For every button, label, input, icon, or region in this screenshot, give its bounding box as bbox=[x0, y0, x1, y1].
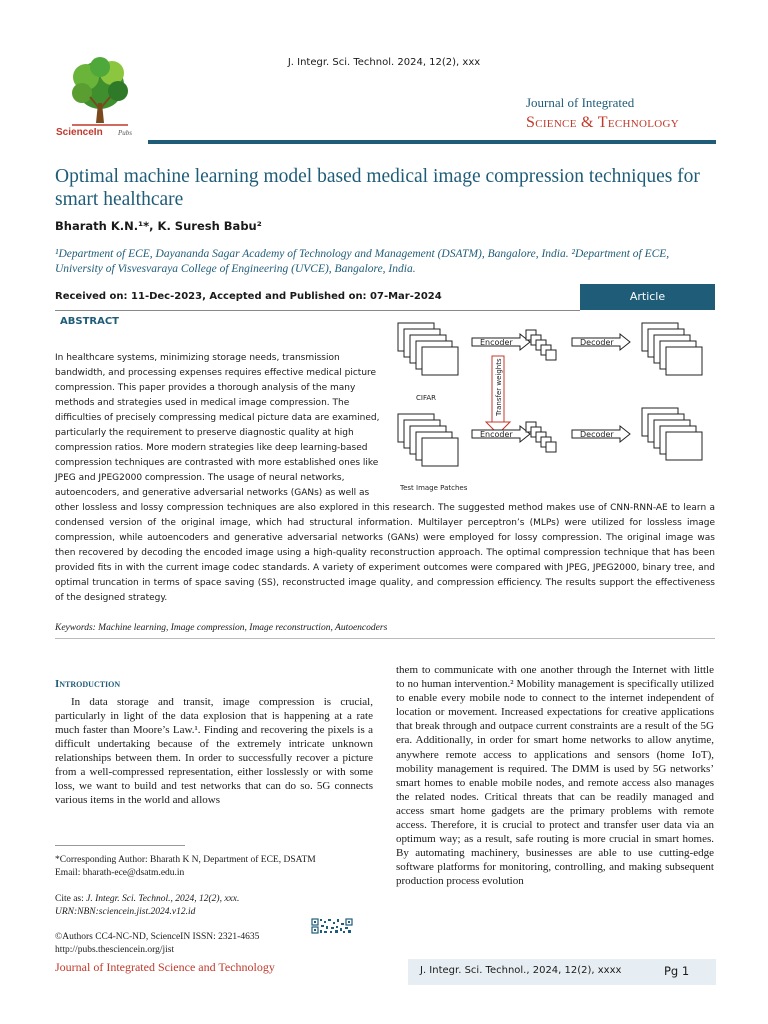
svg-text:CIFAR: CIFAR bbox=[416, 394, 436, 402]
svg-text:Decoder: Decoder bbox=[580, 338, 614, 347]
abstract-body bbox=[55, 351, 715, 606]
affiliations: ¹Department of ECE, Dayananda Sagar Academy of Technology and Management (DSATM), Bangalore, India. ²Department of ECE, University of Visvesvaraya College of Engineering (UVCE), Bangalore, India. bbox=[55, 248, 670, 275]
sciencein-logo bbox=[52, 53, 148, 143]
corresponding-author-note bbox=[55, 854, 373, 879]
running-header-citation: J. Integr. Sci. Technol. 2024, 12(2), xxx bbox=[287, 57, 481, 68]
author-email[interactable]: Email: bharath-ece@dsatm.edu.in bbox=[55, 867, 185, 878]
abstract-line: compression techniques are contrasted with more established ones like bbox=[55, 458, 379, 468]
abstract-line: JPEG and JPEG2000 compression. The usage of neural networks, bbox=[55, 473, 345, 483]
introduction-left-column: In data storage and transit, image compression is crucial, particularly in light of the data explosion that is happening at a rate much faster than Moore’s Law.¹. Finding and recovering the pixels is a difficult undertaking because of the extremely intricate unknown relationships between them. In order to successfully recover a picture from a well-compressed representation, either losslessly or with some loss, we want to build and test networks that can do so. 5G connects various items in the world and allows bbox=[55, 696, 373, 806]
abstract-continuation: other lossless and lossy compression techniques are also explored in this research. The suggested method makes use of CNN-RNN-AE to learn a condensed version of the original image, which had structural information. Multilayer perceptron’s (MLPs) were utilized for lossless image compression, while autoencoders and generative adversarial networks (GANs) were employed for lossy compression. The original image was then recovered by decoding the encoded image using a high-quality reconstruction approach. The optimal compression technique that has been provided fits in with the current image codec standards. A variety of experiment outcomes were compared with JPEG, JPEG2000, binary tree, and optimal truncation in terms of space saving (SS), reconstructed image quality, and compression efficiency. The results support the effectiveness of the designed strategy. bbox=[55, 503, 715, 603]
footer-citation: J. Integr. Sci. Technol., 2024, 12(2), xxxx bbox=[420, 965, 622, 976]
svg-text:Encoder: Encoder bbox=[480, 338, 513, 347]
license-block bbox=[55, 931, 259, 956]
journal-url[interactable]: http://pubs.thesciencein.org/jist bbox=[55, 944, 175, 955]
abstract-heading: ABSTRACT bbox=[60, 316, 119, 327]
article-type-badge: Article bbox=[580, 284, 715, 310]
license-text: ©Authors CC4-NC-ND, ScienceIN ISSN: 2321-4635 bbox=[55, 932, 260, 942]
publication-dates: Received on: 11-Dec-2023, Accepted and Published on: 07-Mar-2024 bbox=[55, 291, 442, 302]
keywords: Keywords: Machine learning, Image compression, Image reconstruction, Autoencoders bbox=[55, 623, 388, 633]
corresponding-author: *Corresponding Author: Bharath K N, Department of ECE, DSATM bbox=[55, 855, 316, 865]
footnote-rule bbox=[55, 845, 185, 846]
svg-text:Encoder: Encoder bbox=[480, 430, 513, 439]
abstract-line: autoencoders, and generative adversarial networks (GANs) as well as bbox=[55, 488, 370, 498]
abstract-line: bandwidth, and processing expenses requires effective medical picture bbox=[55, 368, 377, 378]
cite-label: Cite as: bbox=[55, 894, 87, 904]
header-rule bbox=[148, 140, 716, 144]
introduction-right-column: them to communicate with one another through the Internet with little to no human intervention.² Mobility management is specifically utilized to enable every mobile node to connect to the internet independent of location or movement. Increased expectations for creative applications that break through and outpace current constraints are a result of the 5G era. Additionally, in order for smart home networks to allow anytime, anywhere remote access to applications and sensors (home IoT), mobility management is required. The DMM is used by 5G networks’ smart homes to enable mobile nodes, and remote access also manages the related nodes. Critical threats that can be readily managed and access smart home gadgets are the primary problems with remote access. Therefore, it is crucial to protect and transfer user data via an optimum way; as a result, safe routing is more crucial in smart homes. By automating machinery, businesses are able to use cutting-edge software platforms for monitoring, controlling, and making subsequent production process evolution bbox=[396, 664, 714, 888]
abstract-line: In healthcare systems, minimizing storage needs, transmission bbox=[55, 353, 340, 363]
svg-text:Pubs: Pubs bbox=[118, 129, 132, 137]
journal-footer-name: Journal of Integrated Science and Technology bbox=[55, 960, 275, 974]
dates-rule bbox=[55, 310, 580, 311]
abstract-line: difficulties of precisely compressing medical picture data are examined, bbox=[55, 413, 380, 423]
abstract-line: particularly the requirement to preserve diagnostic quality at high bbox=[55, 428, 354, 438]
cite-as-block bbox=[55, 893, 373, 918]
page-footer-box bbox=[408, 959, 716, 985]
urn: URN:NBN:sciencein.jist.2024.v12.id bbox=[55, 906, 196, 917]
keywords-rule bbox=[55, 638, 715, 639]
abstract-line: compression ratios. More modern strategies like deep learning-based bbox=[55, 443, 368, 453]
cite-text: J. Integr. Sci. Technol., 2024, 12(2), xxx. bbox=[86, 894, 240, 904]
journal-name-line1: Journal of Integrated bbox=[526, 95, 635, 110]
svg-text:Decoder: Decoder bbox=[580, 430, 614, 439]
journal-name-line2: Science & Technology bbox=[526, 114, 679, 131]
svg-text:ScienceIn: ScienceIn bbox=[56, 127, 103, 138]
svg-text:Test Image Patches: Test Image Patches bbox=[400, 484, 468, 492]
qr-code-icon bbox=[311, 918, 353, 934]
author-list: Bharath K.N.¹*, K. Suresh Babu² bbox=[55, 219, 262, 233]
svg-text:Transfer weights: Transfer weights bbox=[495, 358, 503, 416]
page-number: Pg 1 bbox=[664, 964, 690, 978]
article-title: Optimal machine learning model based medical image compression techniques for smart healthcare bbox=[55, 166, 700, 210]
abstract-line: compression. This paper provides a thorough analysis of the many bbox=[55, 383, 356, 393]
abstract-line: methods and strategies used in medical image compression. The bbox=[55, 398, 350, 408]
introduction-heading: Introduction bbox=[55, 678, 121, 690]
